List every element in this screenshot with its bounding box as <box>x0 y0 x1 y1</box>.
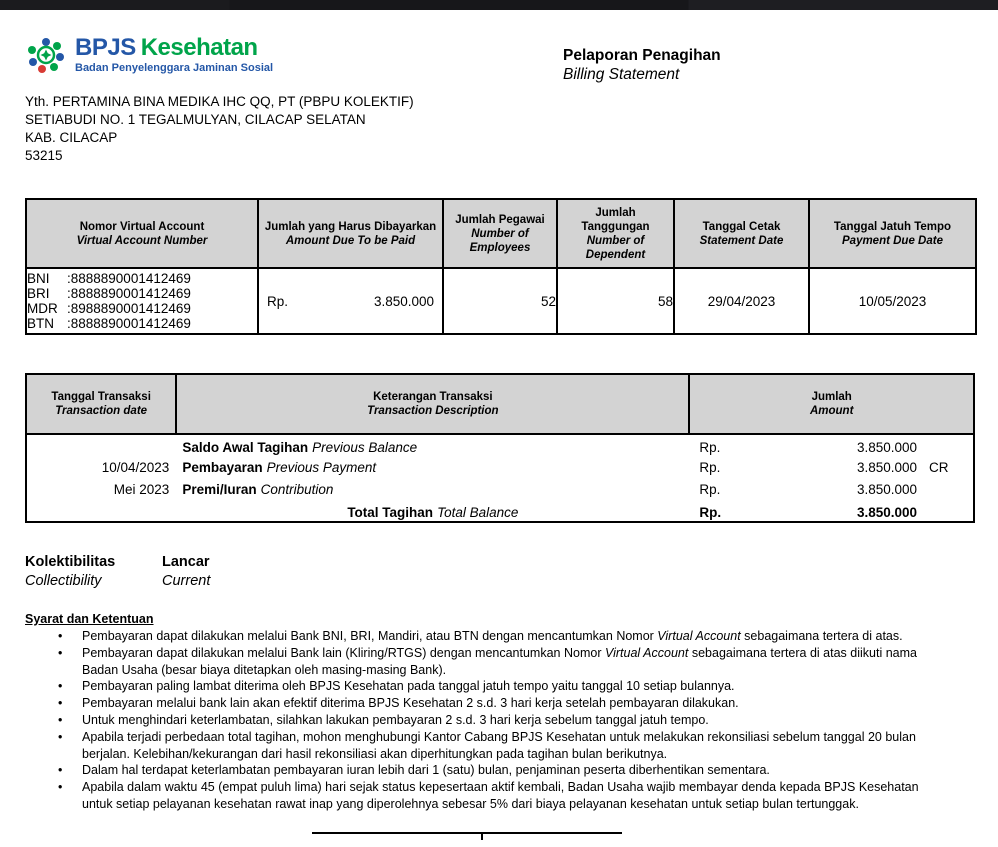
credit-indicator <box>917 440 973 455</box>
summary-value-row <box>26 268 976 334</box>
billing-summary-table <box>25 198 977 335</box>
terms-bullet: • Untuk menghindari keterlambatan, silahkan lakukan pembayaran 2 s.d. 3 hari kerja sebelum tanggal jatuh tempo. <box>58 712 709 727</box>
transaction-date <box>26 434 176 456</box>
transaction-amount: Rp. 3.850.000 CR <box>689 456 974 478</box>
bank-code: MDR <box>27 301 58 316</box>
transaction-row <box>26 456 974 478</box>
collectibility-value-english: Current <box>162 573 211 589</box>
window-top-bar <box>0 0 998 10</box>
bank-code: BRI <box>27 286 50 301</box>
header-amount-due: Jumlah yang Harus Dibayarkan Amount Due To be Paid <box>258 199 443 268</box>
bullet-icon: • <box>58 712 63 727</box>
transaction-description: Premi/Iuran Contribution <box>182 481 334 497</box>
bpjs-logo-text <box>75 34 273 74</box>
recipient-line: SETIABUDI NO. 1 TEGALMULYAN, CILACAP SELATAN <box>25 112 366 127</box>
credit-indicator <box>917 482 973 497</box>
virtual-account-row <box>27 316 257 331</box>
collectibility-status <box>25 553 975 591</box>
bullet-icon: • <box>58 763 63 778</box>
transaction-description: Pembayaran Previous Payment <box>182 459 377 475</box>
virtual-account-number: :8888890001412469 <box>67 286 191 301</box>
bullet-icon: • <box>58 696 63 711</box>
terms-and-conditions <box>25 612 975 813</box>
logo-tagline: Badan Penyelenggara Jaminan Sosial <box>75 62 274 74</box>
recipient-line: KAB. CILACAP <box>25 130 118 145</box>
bullet-icon: • <box>58 780 63 795</box>
transaction-date: 10/04/2023 <box>101 459 170 475</box>
employees-count: 52 <box>443 268 557 334</box>
dependents-count: 58 <box>557 268 674 334</box>
bullet-icon: • <box>58 629 63 643</box>
page-title: Pelaporan Penagihan <box>563 47 721 64</box>
document-title-block <box>563 34 975 84</box>
terms-list <box>25 628 947 813</box>
bpjs-logo <box>25 34 273 76</box>
virtual-account-number: :8988890001412469 <box>67 301 191 316</box>
header-employees: Jumlah Pegawai Number of Employees <box>443 199 557 268</box>
logo-name-bpjs: BPJS <box>75 34 136 61</box>
terms-bullet: • Pembayaran dapat dilakukan melalui Bank BNI, BRI, Mandiri, atau BTN dengan mencantumkan Nomor Virtual Account sebagaimana tertera di atas. <box>58 629 903 643</box>
cutoff-table-top-border <box>312 832 622 847</box>
amount-due-cell <box>258 268 443 334</box>
transaction-header-row <box>26 374 974 434</box>
transaction-row <box>26 478 974 500</box>
total-balance-label: Total Tagihan Total Balance <box>347 505 519 520</box>
virtual-account-number: :8888890001412469 <box>67 316 191 331</box>
currency-label: Rp. <box>267 293 289 309</box>
header-transaction-date: Tanggal Transaksi Transaction date <box>26 374 176 434</box>
bullet-icon: • <box>58 729 63 744</box>
amount-due-value: 3.850.000 <box>373 293 434 309</box>
credit-indicator: CR <box>929 459 949 475</box>
header-dependents: Jumlah Tanggungan Number of Dependent <box>557 199 674 268</box>
transaction-amount: Rp. 3.850.000 <box>689 478 974 500</box>
terms-bullet: • Apabila dalam waktu 45 (empat puluh lima) hari sejak status kepesertaan aktif kembali, Badan Usaha wajib membayar denda kepada BPJS Kesehatan untuk setiap pelayanan kesehatan rawat inap yang diperolehnya sebesar 5% dari biaya pelayanan kesehatan untuk setiap bulan tertunggak. <box>58 780 919 811</box>
terms-bullet: • Pembayaran melalui bank lain akan efektif diterima BPJS Kesehatan 2 s.d. 3 hari kerja setelah pembayaran dilakukan. <box>58 696 739 711</box>
logo-name-kesehatan: Kesehatan <box>140 34 258 61</box>
virtual-account-row <box>27 271 257 286</box>
virtual-account-list <box>26 268 258 334</box>
transaction-date: Mei 2023 <box>113 481 170 497</box>
transaction-row <box>26 434 974 456</box>
statement-date-value: 29/04/2023 <box>674 268 809 334</box>
header-due-date: Tanggal Jatuh Tempo Payment Due Date <box>809 199 976 268</box>
total-balance-amount: Rp. 3.850.000 <box>699 505 917 520</box>
header-statement-date: Tanggal Cetak Statement Date <box>674 199 809 268</box>
recipient-address <box>25 93 975 165</box>
terms-bullet: • Apabila terjadi perbedaan total tagihan, mohon menghubungi Kantor Cabang BPJS Kesehatan untuk melakukan rekonsiliasi sebelum tanggal 20 bulan berjalan. Kelebihan/kekurangan dari hasil rekonsiliasi akan diperhitungkan pada tagihan bulan berikutnya. <box>58 729 916 761</box>
terms-bullet: • Pembayaran paling lambat diterima oleh BPJS Kesehatan pada tanggal jatuh tempo yaitu tanggal 10 setiap bulannya. <box>58 679 735 694</box>
recipient-line: 53215 <box>25 148 63 163</box>
header-virtual-account: Nomor Virtual Account Virtual Account Number <box>26 199 258 268</box>
total-row-date-cell <box>26 500 176 522</box>
document-content <box>0 10 998 813</box>
total-balance-row <box>26 500 974 522</box>
terms-heading: Syarat dan Ketentuan <box>25 612 154 626</box>
collectibility-label-english: Collectibility <box>25 573 102 589</box>
due-date-value: 10/05/2023 <box>809 268 976 334</box>
transaction-table <box>25 373 975 523</box>
summary-header-row <box>26 199 976 268</box>
page-title-english: Billing Statement <box>563 66 680 83</box>
virtual-account-row <box>27 301 257 316</box>
bullet-icon: • <box>58 679 63 694</box>
terms-bullet: • Dalam hal terdapat keterlambatan pembayaran iuran lebih dari 1 (satu) bulan, penjaminan peserta diberhentikan sementara. <box>58 763 770 778</box>
bullet-icon: • <box>58 645 63 660</box>
collectibility-value: Lancar <box>162 554 210 570</box>
terms-bullet: • Pembayaran dapat dilakukan melalui Bank lain (Kliring/RTGS) dengan mencantumkan Nomor Virtual Account sebagaimana tertera di atas diikuti nama Badan Usaha (besar biaya ditetapkan oleh masing-masing Bank). <box>58 645 917 677</box>
recipient-line: Yth. PERTAMINA BINA MEDIKA IHC QQ, PT (PBPU KOLEKTIF) <box>25 94 414 109</box>
header-transaction-description: Keterangan Transaksi Transaction Description <box>176 374 689 434</box>
bank-code: BTN <box>27 316 54 331</box>
virtual-account-row <box>27 286 257 301</box>
collectibility-label: Kolektibilitas <box>25 554 116 570</box>
header-transaction-amount: Jumlah Amount <box>689 374 974 434</box>
bank-code: BNI <box>27 271 50 286</box>
transaction-amount: Rp. 3.850.000 <box>689 434 974 456</box>
transaction-description: Saldo Awal Tagihan Previous Balance <box>182 440 418 455</box>
document-header <box>25 34 975 84</box>
virtual-account-number: :8888890001412469 <box>67 271 191 286</box>
bpjs-logo-emblem <box>25 34 67 76</box>
